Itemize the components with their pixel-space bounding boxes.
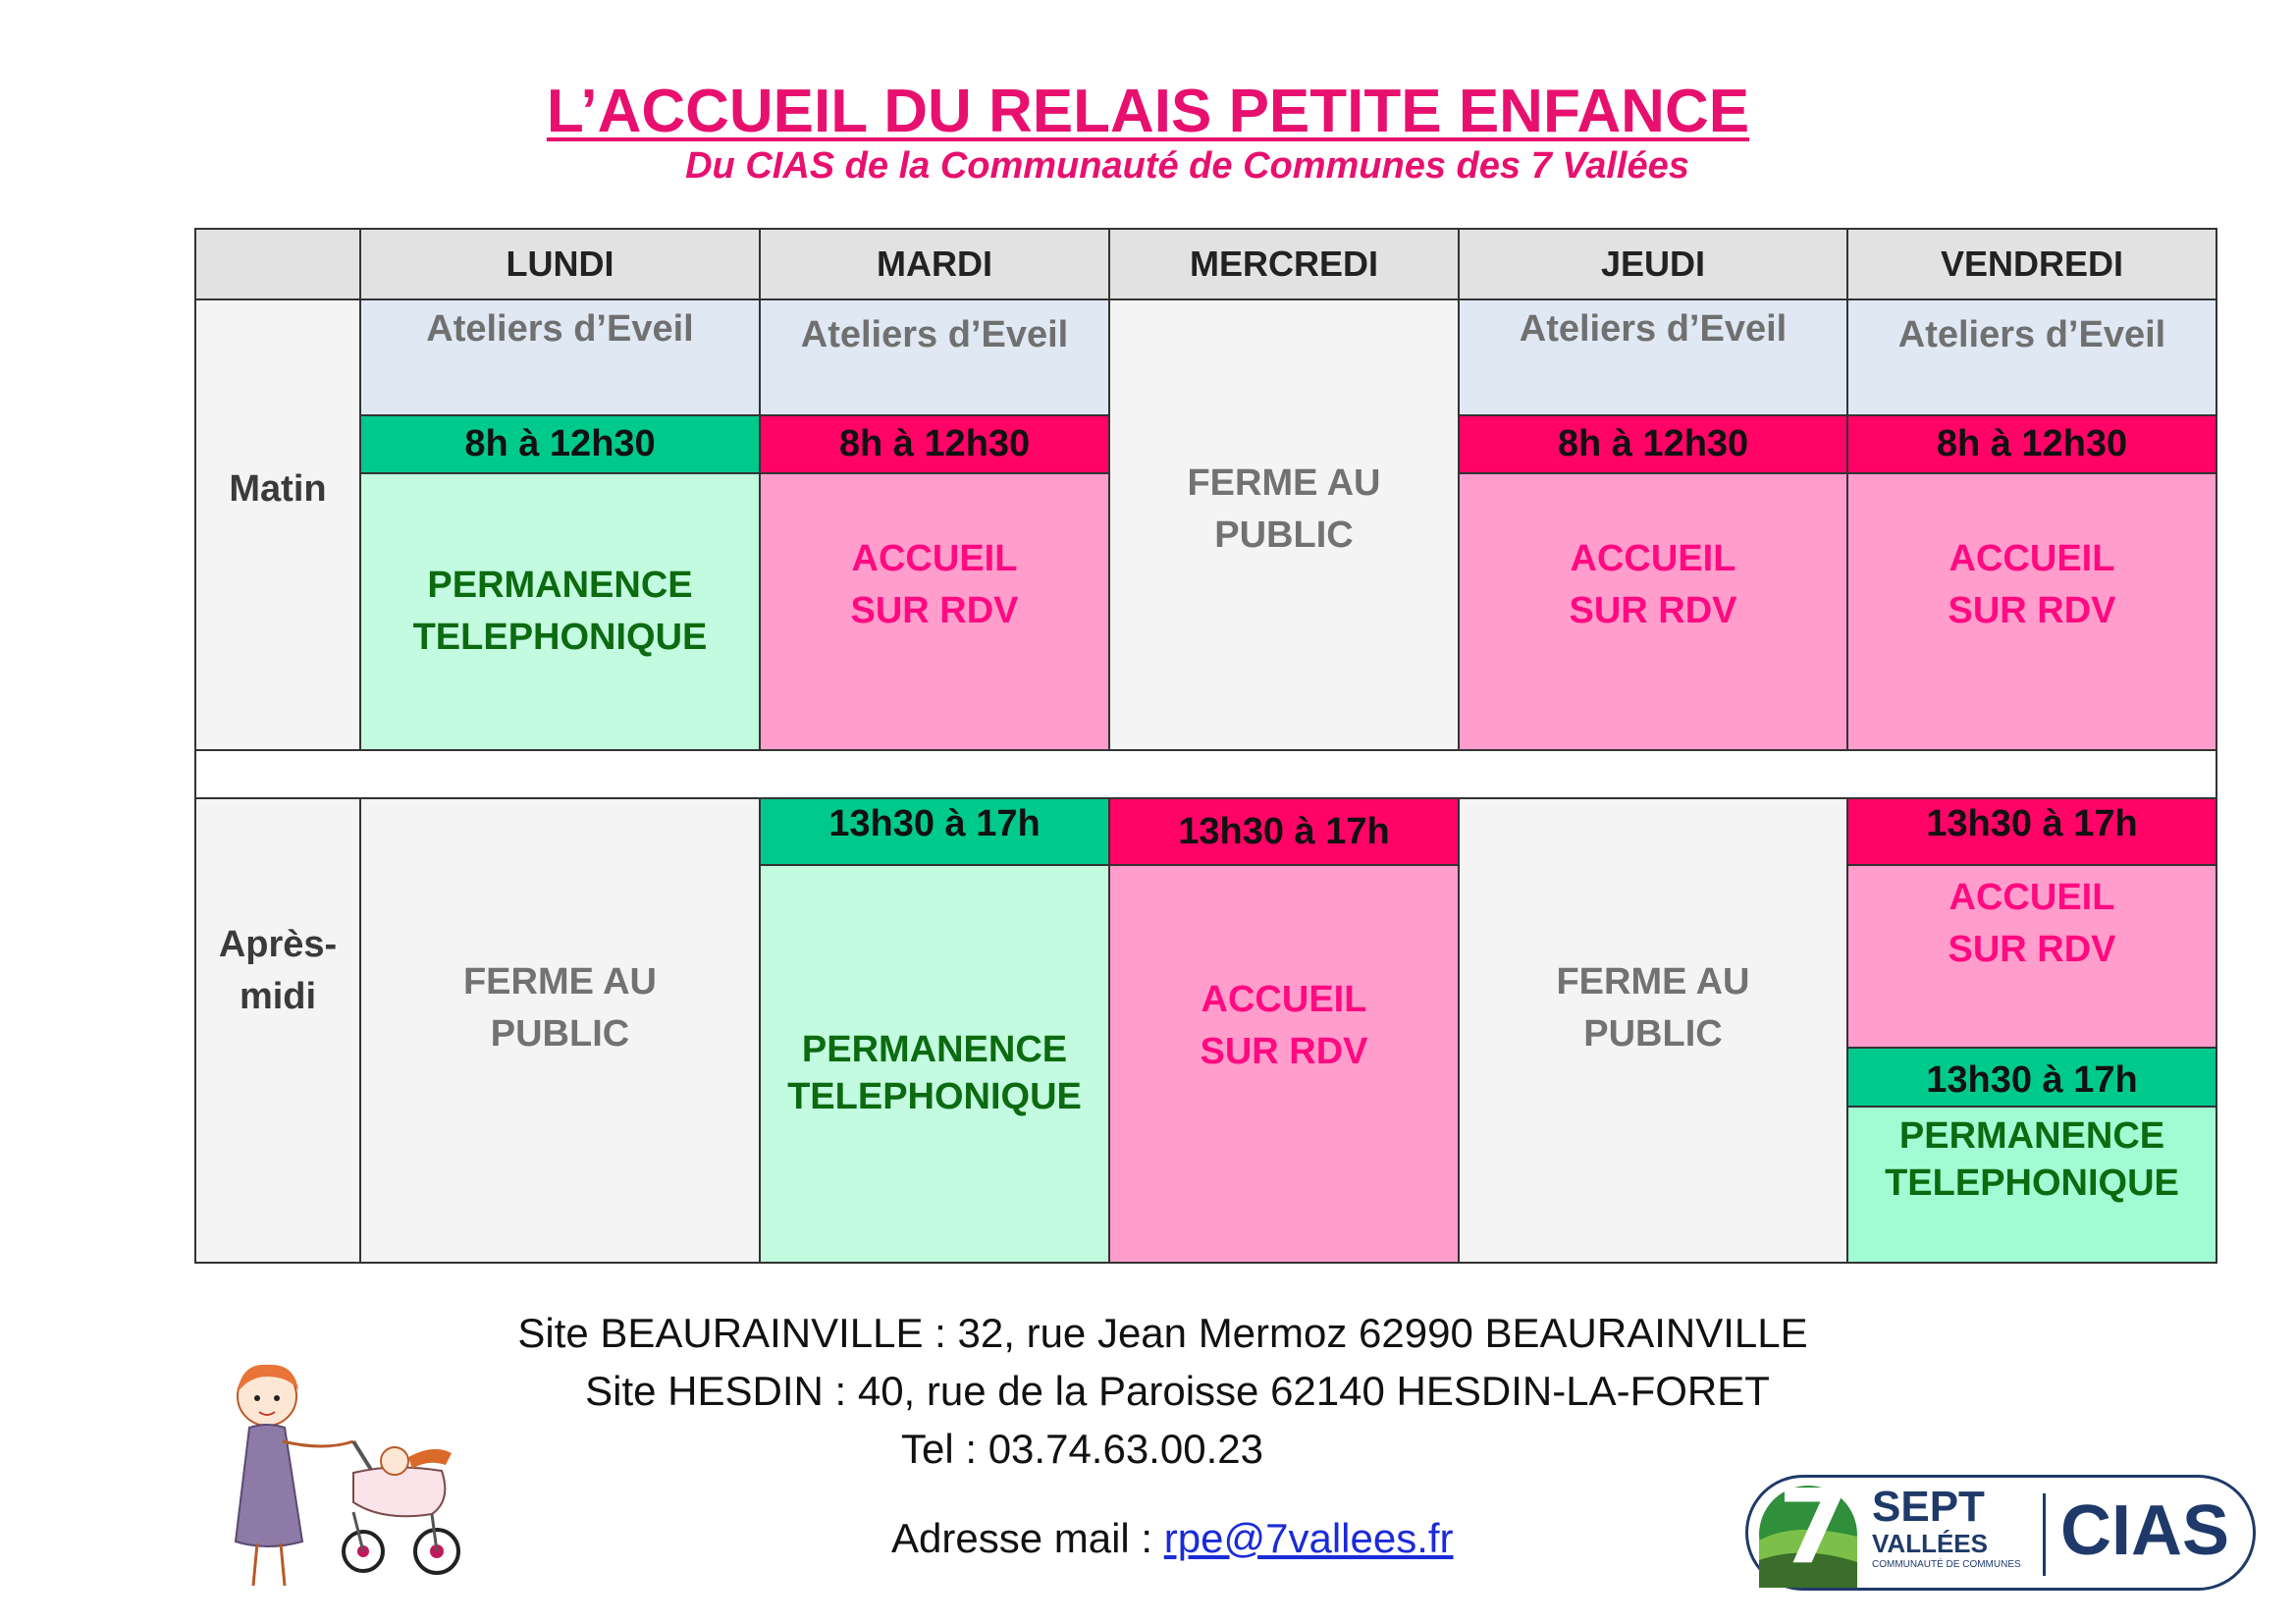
atelier-jeudi: Ateliers d’Eveil: [1458, 298, 1848, 416]
ferme-jeudi-afternoon: FERME AU PUBLIC: [1458, 797, 1848, 1264]
email-link[interactable]: rpe@7vallees.fr: [1163, 1515, 1454, 1561]
logo-vallees: VALLÉES: [1872, 1529, 1988, 1558]
telephone: Tel : 03.74.63.00.23: [901, 1426, 1263, 1472]
time-mardi-afternoon: 13h30 à 17h: [759, 797, 1110, 866]
header-mercredi: MERCREDI: [1108, 228, 1460, 300]
atelier-vendredi: Ateliers d’Eveil: [1846, 298, 2217, 416]
header-corner: [194, 228, 361, 300]
address-beaurainville: Site BEAURAINVILLE : 32, rue Jean Mermoz 62990 BEAURAINVILLE: [517, 1310, 1808, 1356]
logo-cias: CIAS: [2060, 1491, 2230, 1570]
permanence-mardi-afternoon: PERMANENCE TELEPHONIQUE: [759, 864, 1110, 1264]
permanence-vendredi-afternoon: PERMANENCE TELEPHONIQUE: [1846, 1106, 2217, 1264]
time-vendredi-morning: 8h à 12h30: [1846, 414, 2217, 474]
permanence-lundi-morning: PERMANENCE TELEPHONIQUE: [359, 472, 761, 751]
email-line: [891, 1515, 1454, 1562]
logo-communaute: COMMUNAUTÉ DE COMMUNES: [1872, 1559, 2021, 1570]
accueil-vendredi-morning: ACCUEIL SUR RDV: [1846, 472, 2217, 751]
sept-vallees-cias-logo: [1745, 1467, 2256, 1591]
child-stroller-illustration: [206, 1355, 491, 1600]
header-jeudi: JEUDI: [1458, 228, 1848, 300]
time-jeudi-morning: 8h à 12h30: [1458, 414, 1848, 474]
time-mardi-morning: 8h à 12h30: [759, 414, 1110, 474]
header-mardi: MARDI: [759, 228, 1110, 300]
header-lundi: LUNDI: [359, 228, 761, 300]
email-label: Adresse mail :: [891, 1515, 1164, 1561]
spacer-row: [194, 749, 2217, 799]
accueil-mardi-morning: ACCUEIL SUR RDV: [759, 472, 1110, 751]
time-lundi-morning: 8h à 12h30: [359, 414, 761, 474]
header-vendredi: VENDREDI: [1846, 228, 2217, 300]
logo-number: 7: [1778, 1467, 1849, 1587]
ferme-mercredi-morning: FERME AU PUBLIC: [1108, 298, 1460, 751]
period-label-morning: Matin: [194, 298, 361, 751]
page-title: L’ACCUEIL DU RELAIS PETITE ENFANCE: [546, 78, 1750, 145]
atelier-mardi: Ateliers d’Eveil: [759, 298, 1110, 416]
logo-sept: SEPT: [1872, 1483, 1985, 1531]
accueil-vendredi-afternoon: ACCUEIL SUR RDV: [1846, 864, 2217, 1049]
logo-divider: [2043, 1493, 2046, 1576]
address-hesdin: Site HESDIN : 40, rue de la Paroisse 62140 HESDIN-LA-FORET: [585, 1368, 1770, 1414]
time-vendredi-afternoon-permanence: 13h30 à 17h: [1846, 1047, 2217, 1108]
period-label-afternoon: Après- midi: [194, 797, 361, 1264]
time-vendredi-afternoon-accueil: 13h30 à 17h: [1846, 797, 2217, 866]
atelier-lundi: Ateliers d’Eveil: [359, 298, 761, 416]
page-subtitle: Du CIAS de la Communauté de Communes des 7 Vallées: [685, 145, 1689, 187]
time-mercredi-afternoon: 13h30 à 17h: [1108, 797, 1460, 866]
accueil-mercredi-afternoon: ACCUEIL SUR RDV: [1108, 864, 1460, 1264]
ferme-lundi-afternoon: FERME AU PUBLIC: [359, 797, 761, 1264]
accueil-jeudi-morning: ACCUEIL SUR RDV: [1458, 472, 1848, 751]
